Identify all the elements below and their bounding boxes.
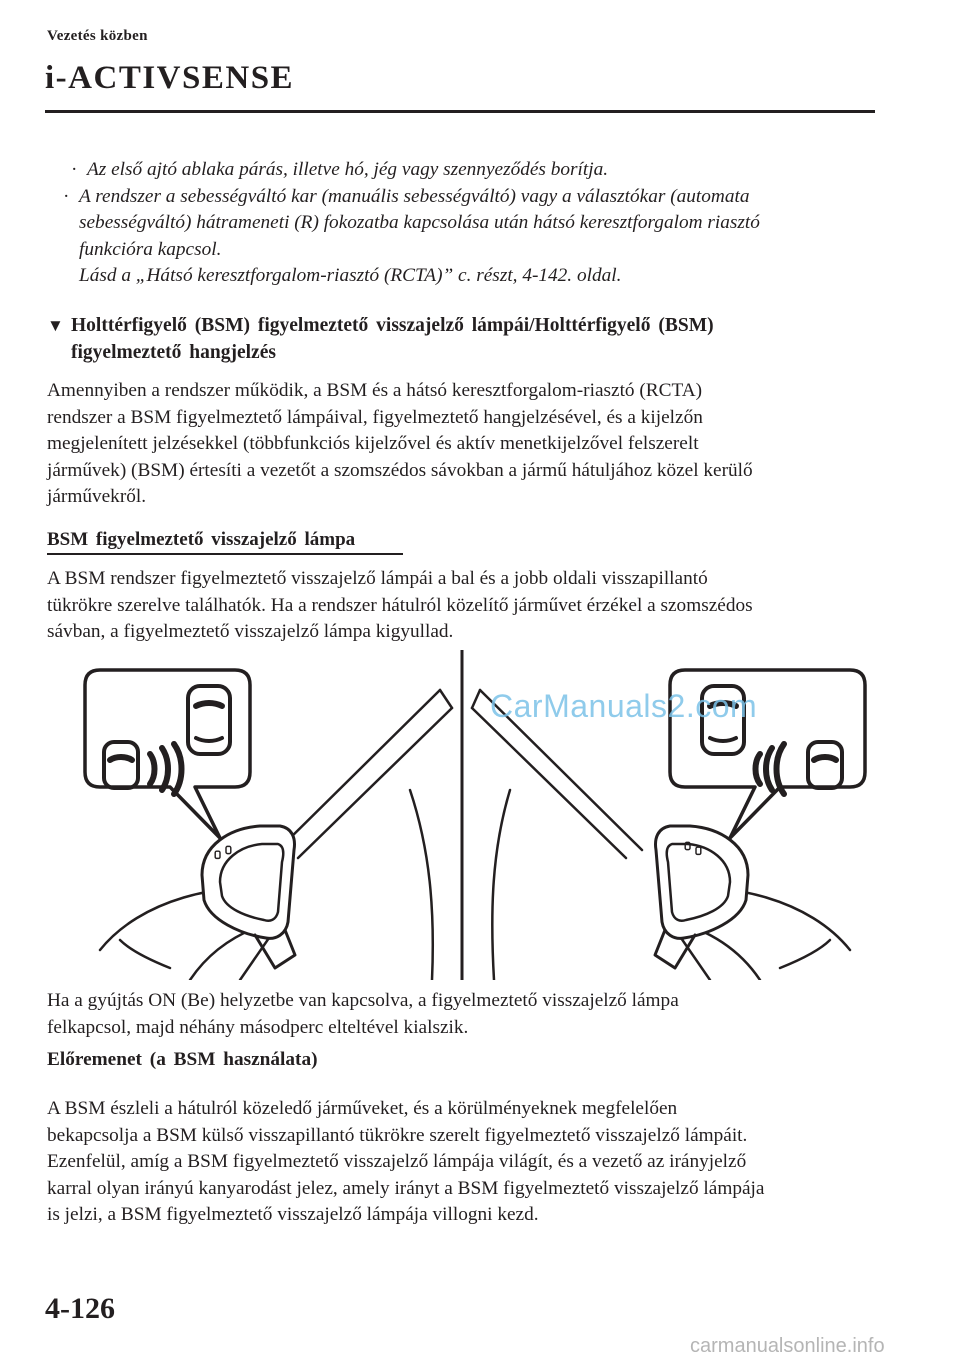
bullet-text: Az első ajtó ablaka párás, illetve hó, jég vagy szennyeződés borítja.	[87, 159, 609, 180]
bullet-item	[63, 184, 863, 211]
footer-site-link[interactable]: carmanualsonline.info	[690, 1335, 885, 1357]
ignition-paragraph	[47, 988, 877, 1041]
bullet-marker: ·	[63, 185, 70, 207]
section-heading-line: Holttérfigyelő (BSM) figyelmeztető visszajelző lámpái/Holttérfigyelő (BSM)	[71, 315, 714, 336]
sub-heading-underline	[47, 553, 403, 555]
sub-heading: BSM figyelmeztető visszajelző lámpa	[47, 529, 356, 550]
watermark: CarManuals2.com	[490, 688, 758, 724]
section-heading-line: figyelmeztető hangjelzés	[71, 342, 276, 363]
paragraph-line: Ha a gyújtás ON (Be) helyzetbe van kapcsolva, a figyelmeztető visszajelző lámpa	[47, 990, 679, 1011]
paragraph-line: sávban, a figyelmeztető visszajelző lámpa kigyullad.	[47, 621, 454, 642]
paragraph-line: felkapcsol, majd néhány másodperc elteltével kialszik.	[47, 1016, 469, 1038]
cross-reference: Lásd a „Hátsó keresztforgalom-riasztó (RCTA)” c. részt, 4-142. oldal.	[79, 265, 622, 286]
bullet-text: A rendszer a sebességváltó kar (manuális sebességváltó) vagy a választókar (automata	[79, 185, 750, 207]
intro-paragraph	[47, 378, 877, 511]
paragraph-line: járművek) (BSM) értesíti a vezetőt a szomszédos sávokban a jármű hátuljához közel kerülő	[47, 459, 753, 481]
forward-heading: Előremenet (a BSM használata)	[47, 1049, 318, 1070]
paragraph-line: karral olyan irányú kanyarodást jelez, amely irányt a BSM figyelmeztető visszajelző lámpája	[47, 1177, 765, 1199]
paragraph-line: Ezenfelül, amíg a BSM figyelmeztető visszajelző lámpája világít, és a vezető az irányjelző	[47, 1151, 747, 1172]
paragraph-line: járművekről.	[47, 486, 147, 507]
paragraph-line: A BSM rendszer figyelmeztető visszajelző lámpái a bal és a jobb oldali visszapillantó	[47, 568, 708, 589]
italic-bullet-list	[63, 157, 863, 290]
bullet-item	[71, 157, 863, 184]
bullet-text-continued: sebességváltó) hátrameneti (R) fokozatba kapcsolása után hátsó keresztforgalom riasztó	[79, 212, 760, 233]
paragraph-line: megjelenített jelzésekkel (többfunkciós kijelzővel és aktív menetkijelzővel felszerelt	[47, 433, 699, 454]
paragraph-line: tükrökre szerelve találhatók. Ha a rendszer hátulról közelítő járművet érzékel a szomszédos	[47, 594, 753, 616]
page-title: i-ACTIVSENSE	[45, 60, 295, 96]
bullet-marker: ·	[71, 159, 78, 180]
section-heading	[47, 312, 847, 366]
paragraph-line: A BSM észleli a hátulról közeledő járműveket, és a körülményeknek megfelelően	[47, 1098, 678, 1119]
section-label: Vezetés közben	[47, 28, 148, 44]
bullet-text-continued: funkcióra kapcsol.	[79, 238, 222, 260]
header-divider	[45, 110, 875, 113]
mirror-left	[85, 670, 452, 980]
page-number: 4-126	[45, 1292, 115, 1325]
paragraph-line: bekapcsolja a BSM külső visszapillantó tükrökre szerelt figyelmeztető visszajelző lámpáit.	[47, 1124, 748, 1146]
forward-paragraph	[47, 1096, 877, 1229]
paragraph-line: Amennyiben a rendszer működik, a BSM és a hátsó keresztforgalom-riasztó (RCTA)	[47, 380, 703, 401]
paragraph-line: rendszer a BSM figyelmeztető lámpáival, figyelmeztető hangjelzésével, és a kijelzőn	[47, 406, 703, 428]
paragraph-line: is jelzi, a BSM figyelmeztető visszajelző lámpája villogni kezd.	[47, 1204, 539, 1225]
triangle-marker-icon: ▼	[47, 316, 64, 335]
lamp-paragraph	[47, 566, 877, 646]
